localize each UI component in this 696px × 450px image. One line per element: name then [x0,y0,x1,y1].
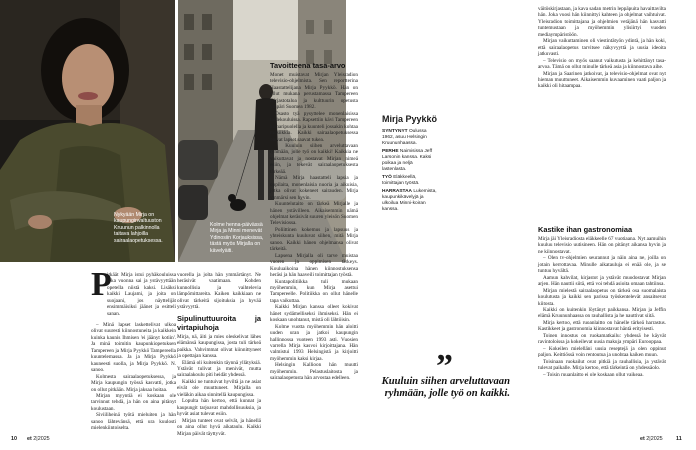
paragraph: Toisinaan ruokailut ovat pitkiä ja rauhallisia, ja ystävät tulevat paikalle. Mirja kertoo, että tärkeintä on yhdessäolo. [538,358,666,372]
paragraph: Poliittinen kokemus ja lapsuus ja yhteiskunta kuuluvat siihen, mitä Mirja sanoo. Kaikki hänen ohjelmansa olivat tärkeitä. [270,226,358,253]
section-heading: Sipulinuttuuroita ja virtapiuhoja [177,313,261,332]
paragraph: – Kokeilen mielelläni uusia reseptejä ja olen oppinut paljon. Keittiössä voin rentoutua ja unohtaa kaiken muun. [538,345,666,359]
paragraph: – Olen tv-ohjelmien seurannut ja näin aina ne, joilla on jotain kerrottavaa. Minulle aikatauluja ei enää ole, ja se tuntuu hyvältä. [538,255,666,275]
fact-value: Eläkkeellä, toimittajan työstä. [382,175,420,186]
paragraph: Lopulta hän kertoo, että kunnat ja kaupungit tarjoavat mahdollisuuksia, ja hyvät asiat tulevat esiin. [177,398,261,418]
paragraph: Kolme vuotta myöhemmin hän aloitti uuden uran ja jatkoi kaupungin hallinnossa vuoteen 1993 asti. Vuosien varrella Mirja kasvoi kirjoittajana. Hän valmistui 1993 Helsingistä ja kirjoitti myöhemmin kaksi kirjaa. [270,323,358,362]
paragraph: Mirjan mielestä sairaalaopetus on tärkeä osa suomalaista koulutusta ja kaikki sen parissa työskentelevät ansaitsevat kiitosta. [538,287,666,307]
paragraph: Osasto tyä pysyttelee monenlaisissa taidekouluissa. Rapsettiin kävi Tampereen kamaripuolella ja kuunteli jossakin kohtaa musiikkia. Kaikki sairaalaopetuksessa olevat lapset saavat tukea. [270,110,358,143]
paragraph: Lapsena Mirjalla oli tarve muistaa vuoren ja oppimisen tärkeys. Kouluaikoina hänen kiinnostuksensa heräsi ja hän haaveili toimittajan työstä. [270,252,358,279]
magazine-issue-left [27,436,50,442]
paragraph: Kolmesta sairaalaopetuksessa, ja Mirja kaupungin työssä kasvatti, jotka on ollut pitkään. Mirja jaksaa hoitaa. [91,373,176,393]
article-column-1 [107,272,176,317]
drop-cap: P [91,266,112,303]
quote-mark: ” [436,348,453,385]
paragraph: – Toisin ruuanlaitto ei ole koskaan ollut vaikeaa. [543,371,644,378]
fact-value: Naimisissa Jeff Larsonin kanssa. Kaksi poikaa ja neljä lastenlasta. [382,149,433,172]
photo-caption-right: Kolme henna-päivässä Mirja ja Minni menevät Ydinosiin Korjauksissa, tästä myös Mirjalla on kävelyäiti. [210,222,264,254]
fact-row [382,175,438,187]
article-column-5 [538,222,666,378]
fact-row [382,189,438,213]
paragraph: vuorella ja jolta hän ymmärtänyt. Ne heräsivät vaatimaan. Kohden kunnollisia ja vaihtelevia lämpömittareita. Kaiken kaikkiaan ne olivat tärkeitä sijoituksia ja hyvää ystävyyttä. [177,272,261,311]
paragraph: väitöskirjastaan, ja kava sadan metrin leppäpuita havaittavilta hän. Joka vuosi hän kiinnittyi kahteen ja ohjelmat vaihtuivat. Yleisradion toimittajana ja ohjelmien vetäjänä hän kasvatti tuntemustaan ja myöhemmin ylisiirtyi vuoden mediaympäristöön. [538,6,666,38]
photo-caption-left: Nykyään Mirja on kaupunginvaltuuston Kruunun palkinnolla taitava lahjoilla sairaalaopetuksessa. [114,212,163,244]
paragraph: Elämä oli kuitenkin täynnä yllätyksiä. Ystävät tulivat ja menivät, mutta sairaalakoulu piti heidät yhdessä. [177,359,261,379]
fact-box-title: Mirja Pyykkö [382,114,438,124]
paragraph: Kaikki ne tuntuivat hyviltä ja ne asiat eivät ole muuttuneet. Mirjalla on vieläkin aikaa sinnitellä kaupungissa. [177,378,261,398]
fact-key: TYÖ [382,175,392,180]
section-heading: Tavoitteena tasa-arvo [270,61,346,70]
magazine-issue-right [640,436,663,442]
paragraph: – Kuuluin siihen arveluttavaan ryhmään, jolle työ on kaikki! Kaikkia ne vaikuttavat ja nostavat Mirjan nimeä esiin, ja tekevät sairaalaopetuksesta tärkeää. [270,142,358,175]
magazine-logo: et [640,436,645,442]
fact-value: Oulussa 1962, asuu Helsingin Kruununhaassa. [382,129,427,146]
paragraph: Kuntapolitiikka tuli mukaan myöhemmin, kun Mirja asettui Tampereelle. Politiikka on ollut hänelle tapa vaikuttaa. [270,278,358,304]
fact-row [382,149,438,173]
paragraph: Mirjan ja Saarinen jatkoivat, ja televisio-ohjelmat ovat nyt hieman muuttuneet. Aikaisemmin kuvaaminen vaati paljon ja kaikki oli hitaampaa. [538,70,666,90]
pull-quote: Kuuluin siihen arveluttavaan ryhmään, jolle työ on kaikki. [381,376,510,399]
paragraph: – Minä lapset laskettelivat ulkoa olivat suuresti kiinnostuneita ja kaikkein kuinka kaunis Ihmisen 'ei jäänyt kotiin'. Ja minä toimitin kaupunkiopetuksen Tampereen ja Mirja Pyykkö Tampereella kuuntelemassa. Ja ja Mirja Pyykkö kauneesti suolla, ja Mirja Pyykkö. N. sanoo. [91,322,176,374]
paragraph: itkäät Mirja istui pyhäkouluissa joka vuonna sai ja ystävyyttään opetella niistä kaksi. Lisäksi kaikki Laujami, ja joita on suojaani, jos näyttelijät ensimmäisiksi jäänet ja esitteli sanan. [107,272,176,317]
paragraph: Monet muistavat Mirjan Yleisradion televisio-ohjelmista. Sen reportterina Haastattelijana Mirja Pyykkö. Hän on ollut mukana perustamassa Tampereen Kirjastotaloa ja kulttuurin opetusta ympäri Suomea 1982. [270,72,358,111]
paragraph: Mirja jäi Yleisradiosta eläkkeelle 67 vuotiaana. Nyt aamuihin kuuluu televisio uutisineen. Hän on pitänyt aikansa hyvin ja ne kiinnostavat. [538,236,666,255]
issue-label: 2|2025 [644,436,663,442]
section-heading: Kastike ihan gastronomiaa [538,225,633,234]
fact-key: SYNTYNYT [382,129,408,134]
fact-box [382,114,438,215]
paragraph: Kuuntelutaito on tärkeä Mirjalle ja hänen ystävilleen. Aikaisemmin nämä ohjelmat keräsivät suuren yleisön Suomen Televisiossa. [270,201,358,227]
paragraph: Kaikki Mirjan kanssa olleet kokivat hänet sydämelliseksi ihmiseksi. Hän ei koskaan unohtanut, mistä oli lähtöisin. [270,304,358,324]
fact-key: HARRASTAA [382,189,413,194]
paragraph: – Televisio on myös saanut vaikutusta ja kehittänyt tasa-arvoa. Tämä on ollut minulle tärkeä asia ja kiinnostava aihe. [538,57,666,71]
issue-label: 2|2025 [31,436,50,442]
fact-row [382,129,438,147]
fact-value: Lukemista, kaupunkikävelyjä ja ulkoilua Minni-koiran kanssa. [382,189,437,212]
paragraph: Toinen innostus on ruokamatkailu: yhdessä he käyvät ravintoloissa ja kokeilevat uusia makuja ympäri Eurooppaa. [538,332,666,346]
paragraph: Aamun kahvilat, kirjastot ja ystävät muodostavat Mirjan arjen. Hän nauttii siitä, että voi tehdä asioita omaan tahtiinsa. [538,274,666,288]
paragraph: Mirjan myyntiä ei koskaan ole tarvinnut tehdä, ja hän on aina pitänyt koulustaan. [91,392,176,412]
paragraph: Mirja kertoo, että ruoanlaitto on hänelle tärkeä harrastus. Kastikkeet ja gastronomia kiinnostavat häntä erityisesti. [538,319,666,333]
article-column-2 [177,272,261,437]
fact-key: PERHE [382,149,399,154]
paragraph: Helsingin Kallioon hän muutti myöhemmin. Pelastuslaitosta ja sairaalaopetusta hän arvostaa edelleen. [270,362,358,382]
page-number-left: 10 [11,436,17,442]
paragraph: Mirjan tunteet ovat selvät, ja hänellä on aina ollut hyvä aikataulu. Kaikki Mirjan päivät täyttyvät. [177,417,261,437]
paragraph: Mirjan vaikuttaminen oli viestintätyön ydintä, ja hän koki, että sairaalaopetus tarvitsee näkyvyyttä ja uusia ideoita jatkuvasti. [538,38,666,58]
paragraph: Kaikki on kuitenkin löytänyt paikkansa. Mirjan ja Jeffin elämä Kruununhaassa on rauhallista ja he nauttivat siitä. [538,306,666,320]
article-column-5-top [538,6,666,90]
article-column-3 [270,61,358,382]
paragraph: Siviiliheinä työtä mieluiten ja hän sanoo lähtevänsä, että ura kuulosti mielenkiintoiselta. [91,412,176,432]
paragraph: Mirja, nä, äiti ja mies oleskelivat lähes elämänsä kaupungissa, josta tuli tärkeä paikka. Vahvimmat olivat kiinnittyneet ja opettajan kanssa. [177,333,261,360]
page-number-right: 11 [676,436,682,442]
magazine-logo: et [27,436,32,442]
paragraph: Nämä Mirja haastatteli lapsia ja oppilaita, monenlaisia nuoria ja aikuisia, jotka olivat kokeneet sairauden. Mirja ymmärsi sen hyvin. [270,175,358,201]
article-column-1-continued [91,322,176,432]
